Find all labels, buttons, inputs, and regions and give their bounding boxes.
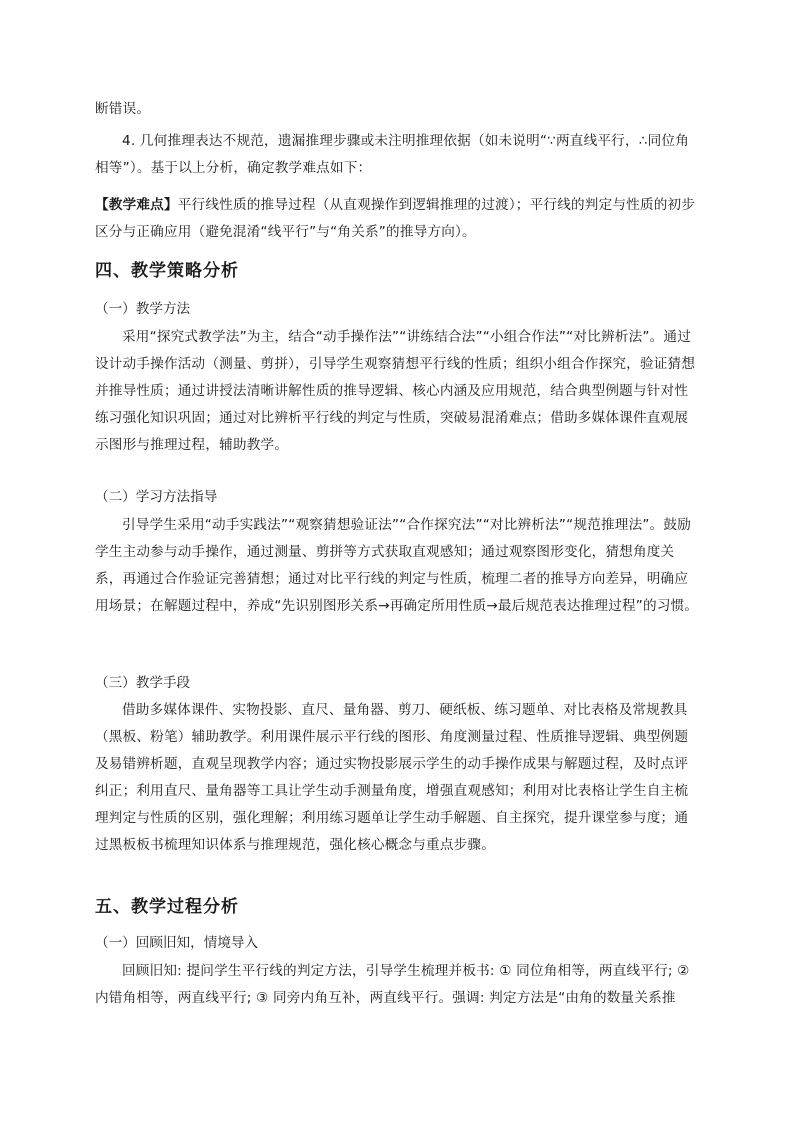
- section-5-title: 五、教学过程分析: [95, 897, 239, 917]
- section-5-sub1-title: （一）回顾旧知，情境导入: [95, 935, 259, 951]
- section-4-sub1-text: 采用“探究式教学法”为主，结合“动手操作法”“讲练结合法”“小组合作法”“对比辨析法”。通过设计动手操作活动（测量、剪拼），引导学生观察猜想平行线的性质；组织小组合作探究，验证猜想并推导性质；通过讲授法清晰讲解性质的推导逻辑、核心内涵及应用规范，结合典型例题与针对性练习强化知识巩固；通过对比辨析平行线的判定与性质，突破易混淆难点；借助多媒体课件直观展示图形与推理过程，辅助教学。: [95, 329, 696, 453]
- paragraph-difficulty: [95, 192, 700, 246]
- difficulty-label: 【教学难点】: [95, 197, 178, 213]
- paragraph-continuation: 断错误。: [95, 101, 151, 117]
- section-4-sub2-title: （二）学习方法指导: [95, 489, 218, 505]
- section-4-sub3-title: （三）教学手段: [95, 675, 191, 691]
- section-5-sub1-text: 回顾旧知: 提问学生平行线的判定方法，引导学生梳理并板书: ① 同位角相等，两直线平行; ② 内错角相等，两直线平行; ③ 同旁内角互补，两直线平行。强调: 判定方法是“由角的数量关系推: [95, 963, 690, 1006]
- difficulty-text: 平行线性质的推导过程（从直观操作到逻辑推理的过渡）；平行线的判定与性质的初步区分与正确应用（避免混淆“线平行”与“角关系”的推导方向）。: [95, 197, 696, 240]
- section-4-sub1-title: （一）教学方法: [95, 301, 191, 317]
- paragraph-item-4: 4. 几何推理表达不规范，遗漏推理步骤或未注明推理依据（如未说明“∵两直线平行，∴同位角相等”）。基于以上分析，确定教学难点如下：: [95, 133, 689, 176]
- section-4-title: 四、教学策略分析: [95, 261, 239, 281]
- section-4-sub2-text: 引导学生采用“动手实践法”“观察猜想验证法”“合作探究法”“对比辨析法”“规范推理法”。鼓励学生主动参与动手操作，通过测量、剪拼等方式获取直观感知；通过观察图形变化，猜想角度关系，再通过合作验证完善猜想；通过对比平行线的判定与性质，梳理二者的推导方向差异，明确应用场景；在解题过程中，养成“先识别图形关系→再确定所用性质→最后规范表达推理过程”的习惯。: [95, 517, 699, 614]
- section-4-sub3-text: 借助多媒体课件、实物投影、直尺、量角器、剪刀、硬纸板、练习题单、对比表格及常规教具（黑板、粉笔）辅助教学。利用课件展示平行线的图形、角度测量过程、性质推导逻辑、典型例题及易错辨析题，直观呈现教学内容；通过实物投影展示学生的动手操作成果与解题过程，及时点评纠正；利用直尺、量角器等工具让学生动手测量角度，增强直观感知；利用对比表格让学生自主梳理判定与性质的区别，强化理解；利用练习题单让学生动手解题、自主探究，提升课堂参与度；通过黑板板书梳理知识体系与推理规范，强化核心概念与重点步骤。: [95, 702, 689, 853]
